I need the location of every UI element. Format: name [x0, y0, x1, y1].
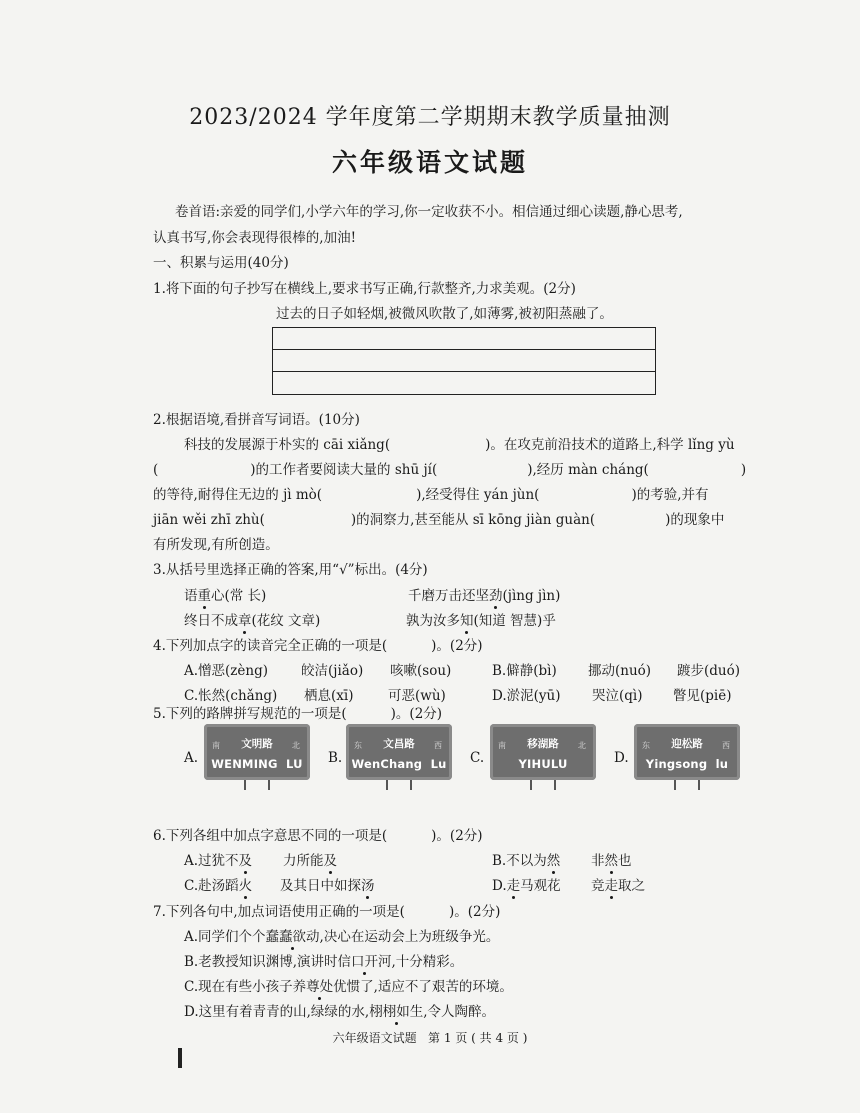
preface-line-2: 认真书写,你会表现得很棒的,加油! — [153, 230, 357, 246]
q2-text: 科技的发展源于朴实的 cāi xiǎng( — [184, 437, 391, 453]
q7-option-b[interactable] — [184, 950, 463, 970]
q7-stem-text: )。(2分) — [448, 904, 501, 920]
q4-option-a-2: 皎洁(jiǎo) — [301, 663, 364, 679]
q6-option-a[interactable] — [184, 849, 252, 869]
q3-item-d[interactable] — [406, 609, 556, 629]
q5-stem-text: )。(2分) — [390, 706, 443, 722]
q3-item-b[interactable] — [408, 584, 560, 604]
q6-text: 及其日中如探 — [280, 878, 361, 894]
q2-text: )。在攻克前沿技术的道路上,科学 lǐng yù — [485, 437, 735, 453]
q2-line-1 — [184, 433, 735, 453]
q7-stem-text: 7.下列各句中,加点词语使用正确的一项是( — [153, 904, 405, 920]
q3-dotted-char: 知 — [460, 613, 474, 629]
sign-pinyin: WENMING LU — [211, 757, 303, 771]
q4-stem-text: )。(2分) — [431, 638, 483, 654]
q4-option-a[interactable]: A.憎恶(zèng) — [184, 663, 269, 679]
q7-option-d[interactable] — [184, 1000, 495, 1020]
q3-text: 语 — [184, 588, 198, 604]
q7-option-a[interactable] — [184, 925, 499, 945]
q6-option-d-2 — [591, 874, 645, 894]
q3-text: (花纹 文章) — [251, 613, 321, 629]
q4-stem — [153, 634, 483, 654]
q4-option-d[interactable]: D.淤泥(yū) — [492, 688, 561, 704]
q5-option-b-letter[interactable]: B. — [328, 750, 343, 766]
q4-option-d-2: 哭泣(qì) — [592, 688, 643, 704]
q2-line-5: 有所发现,有所创造。 — [153, 537, 279, 553]
q6-text: 竞 — [591, 878, 605, 894]
q7-text: ,令人陶醉。 — [423, 1004, 496, 1020]
q6-option-a-2 — [283, 849, 337, 869]
exam-subtitle: 六年级语文试题 — [331, 148, 528, 177]
sign-post — [674, 780, 676, 790]
q3-item-c[interactable] — [184, 609, 320, 629]
q6-text: 非 — [591, 853, 605, 869]
sign-direction: 南 — [498, 741, 506, 750]
road-sign-a[interactable] — [204, 724, 310, 780]
q6-dotted-char: 火 — [238, 878, 253, 894]
q2-text: )的工作者要阅读大量的 shū jí( — [250, 462, 438, 478]
sign-chinese-name: 文昌路 — [383, 738, 415, 750]
q6-option-b[interactable] — [492, 849, 560, 869]
q6-dotted-char: 走 — [604, 878, 618, 894]
page-footer: 六年级语文试题 第 1 页 ( 共 4 页 ) — [332, 1031, 528, 1045]
q6-option-d[interactable] — [492, 874, 561, 894]
q5-option-c-letter[interactable]: C. — [470, 750, 485, 766]
q2-line-3 — [153, 483, 709, 503]
q6-option-c[interactable] — [184, 874, 252, 894]
q6-dotted-char: 走 — [506, 878, 521, 894]
q6-stem — [153, 824, 483, 844]
q6-option-b-2 — [591, 849, 632, 869]
q7-dotted-phrase: 蠢蠢欲动 — [265, 929, 320, 945]
road-sign-c[interactable] — [490, 724, 596, 780]
q6-dotted-char: 然 — [546, 853, 561, 869]
road-sign-b[interactable] — [346, 724, 452, 780]
sign-direction: 西 — [722, 741, 730, 750]
sign-post — [530, 780, 532, 790]
q2-text: 的等待,耐得住无边的 jì mò( — [153, 487, 323, 503]
q5-option-a-letter[interactable]: A. — [184, 750, 199, 766]
q4-option-c[interactable]: C.怅然(chǎng) — [184, 688, 278, 704]
q5-stem — [153, 702, 442, 722]
q3-text: 终日不成 — [184, 613, 238, 629]
q2-line-4 — [153, 508, 724, 528]
q4-option-b[interactable]: B.僻静(bì) — [492, 663, 557, 679]
q4-option-d-3: 瞥见(piē) — [673, 688, 732, 704]
q4-option-c-2: 栖息(xī) — [304, 688, 354, 704]
q6-text: 也 — [618, 853, 632, 869]
q5-stem-text: 5.下列的路牌拼写规范的一项是( — [153, 706, 347, 722]
sign-post — [698, 780, 700, 790]
q6-option-c-2 — [280, 874, 375, 894]
scan-mark — [178, 1048, 182, 1068]
sign-direction: 东 — [354, 741, 362, 750]
q3-stem: 3.从括号里选择正确的答案,用“√”标出。(4分) — [153, 562, 428, 578]
q3-text: 心(常 长) — [211, 588, 267, 604]
sign-direction: 北 — [578, 741, 586, 750]
q6-text: B.不以为 — [492, 853, 547, 869]
q6-text: C.赴汤蹈 — [184, 878, 239, 894]
q7-dotted-phrase: 栩栩如生 — [369, 1004, 424, 1020]
q1-writing-box[interactable] — [272, 327, 656, 395]
sign-post — [386, 780, 388, 790]
q2-text: ),经受得住 yán jùn( — [416, 487, 540, 503]
sign-chinese-name: 移湖路 — [527, 738, 559, 750]
q7-text: B.老教授知识渊博,演讲时 — [184, 954, 338, 970]
sign-direction: 西 — [434, 741, 442, 750]
q6-text: 力所能 — [283, 853, 324, 869]
sign-post — [554, 780, 556, 790]
q3-dotted-char: 劲 — [489, 588, 503, 604]
q6-dotted-char: 及 — [323, 853, 337, 869]
q7-text: 惯了,适应不了艰苦的环境。 — [346, 979, 513, 995]
road-sign-d[interactable] — [634, 724, 740, 780]
q6-dotted-char: 及 — [238, 853, 253, 869]
q2-text: ) — [740, 462, 747, 478]
q4-option-b-3: 踱步(duó) — [677, 663, 740, 679]
q1-writing-line-2 — [273, 371, 655, 372]
q6-text: 马观花 — [520, 878, 561, 894]
q4-option-a-3: 咳嗽(sou) — [390, 663, 452, 679]
q3-dotted-char: 章 — [238, 613, 252, 629]
q1-sentence: 过去的日子如轻烟,被微风吹散了,如薄雾,被初阳蒸融了。 — [276, 306, 613, 322]
q7-dotted-phrase: 信口开河 — [337, 954, 392, 970]
q7-text: ,决心在运动会上为班级争光。 — [319, 929, 500, 945]
q7-stem — [153, 900, 500, 920]
q6-stem-text: 6.下列各组中加点字意思不同的一项是( — [153, 828, 388, 844]
section-1-heading: 一、积累与运用(40分) — [153, 255, 289, 271]
q7-text: ,十分精彩。 — [391, 954, 464, 970]
sign-direction: 北 — [292, 741, 300, 750]
q6-text: 取之 — [618, 878, 645, 894]
q2-text: ),经历 màn cháng( — [527, 462, 649, 478]
q2-text: jiān wěi zhī zhù( — [153, 512, 265, 528]
q3-item-a[interactable] — [184, 584, 266, 604]
sign-direction: 南 — [212, 741, 220, 750]
q2-text: )的考验,并有 — [631, 487, 709, 503]
q3-dotted-char: 重 — [197, 588, 211, 604]
q4-option-c-3: 可恶(wù) — [388, 688, 446, 704]
sign-post — [410, 780, 412, 790]
q3-text: 千磨万击还坚 — [408, 588, 489, 604]
q1-stem: 1.将下面的句子抄写在横线上,要求书写正确,行款整齐,力求美观。(2分) — [153, 281, 576, 297]
q6-stem-text: )。(2分) — [431, 828, 483, 844]
q6-dotted-char: 汤 — [361, 878, 375, 894]
q1-writing-line-1 — [273, 349, 655, 350]
q5-option-d-letter[interactable]: D. — [614, 750, 629, 766]
q2-text: )的现象中 — [665, 512, 725, 528]
sign-pinyin: Yingsong lu — [645, 757, 729, 771]
q7-dotted-phrase: 养尊处优 — [292, 979, 347, 995]
sign-pinyin: WenChang Lu — [351, 757, 447, 771]
q6-text: D. — [492, 878, 507, 894]
q7-option-c[interactable] — [184, 975, 513, 995]
sign-chinese-name: 迎松路 — [671, 738, 703, 750]
exam-title: 2023/2024 学年度第二学期期末教学质量抽测 — [189, 105, 671, 130]
q6-text: A.过犹不 — [184, 853, 239, 869]
q4-stem-text: 4.下列加点字的读音完全正确的一项是( — [153, 638, 388, 654]
q2-text: )的洞察力,甚至能从 sī kōng jiàn guàn( — [350, 512, 596, 528]
sign-direction: 东 — [642, 741, 650, 750]
q2-stem: 2.根据语境,看拼音写词语。(10分) — [153, 412, 360, 428]
q7-text: C.现在有些小孩子 — [184, 979, 293, 995]
q7-text: D.这里有着青青的山,绿绿的水, — [184, 1004, 370, 1020]
q2-text: ( — [153, 462, 159, 478]
q4-option-b-2: 挪动(nuó) — [588, 663, 652, 679]
q3-text: (知道 智慧)乎 — [473, 613, 556, 629]
q3-text: (jìng jìn) — [502, 588, 561, 604]
sign-post — [244, 780, 246, 790]
sign-post — [268, 780, 270, 790]
q2-line-2 — [153, 458, 777, 478]
q6-dotted-char: 然 — [604, 853, 618, 869]
q3-text: 孰为汝多 — [406, 613, 460, 629]
preface-line-1: 卷首语:亲爱的同学们,小学六年的学习,你一定收获不小。相信通过细心读题,静心思考, — [175, 204, 683, 220]
sign-chinese-name: 文明路 — [241, 738, 273, 750]
q7-text: A.同学们个个 — [184, 929, 266, 945]
sign-pinyin: YIHULU — [518, 757, 568, 771]
